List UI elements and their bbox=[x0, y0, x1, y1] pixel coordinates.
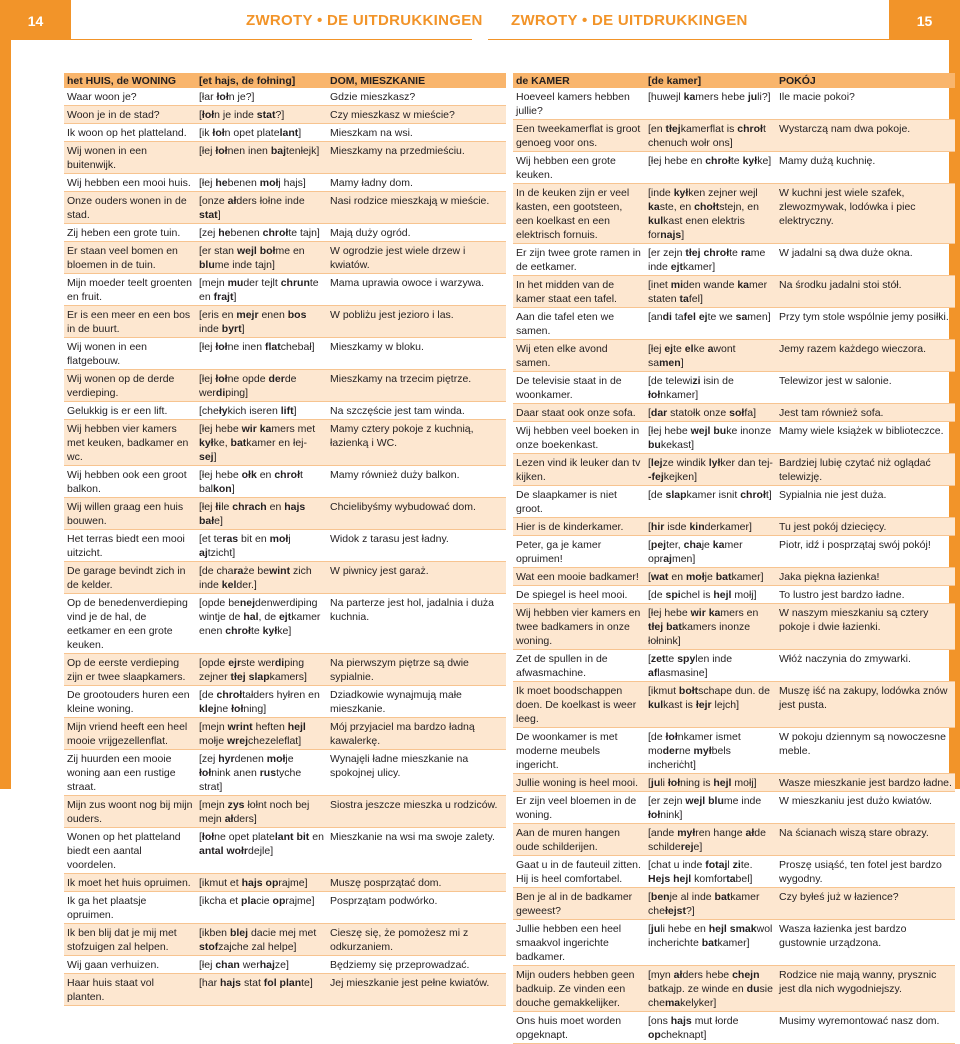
left-running-title: ZWROTY • DE UITDRUKKINGEN bbox=[246, 12, 483, 29]
dutch-phrase: Aan de muren hangen oude schilderijen. bbox=[513, 824, 645, 856]
table-row bbox=[513, 244, 955, 276]
polish-translation: Proszę usiąść, ten fotel jest bardzo wygodny. bbox=[776, 856, 955, 888]
pronunciation: [zette spylen inde aflasmasine] bbox=[645, 650, 776, 682]
pronunciation: [ons hajs mut łorde opcheknapt] bbox=[645, 1012, 776, 1044]
dutch-phrase: Mijn vriend heeft een heel mooie vrijgezellenflat. bbox=[64, 718, 196, 750]
table-row bbox=[513, 340, 955, 372]
dutch-phrase: Daar staat ook onze sofa. bbox=[513, 404, 645, 422]
table-row bbox=[513, 888, 955, 920]
dutch-phrase: Wij hebben veel boeken in onze boekenkast. bbox=[513, 422, 645, 454]
pronunciation: [inde kyłken zejner wejl kaste, en chołtstejn, en kulkast enen elektris fornajs] bbox=[645, 184, 776, 244]
table-row bbox=[64, 686, 506, 718]
right-table-body bbox=[513, 88, 955, 1044]
pronunciation: [de chrołtałders hyłren en klejne łołning] bbox=[196, 686, 327, 718]
pronunciation: [wat en mołje batkamer] bbox=[645, 568, 776, 586]
table-row bbox=[64, 828, 506, 874]
pronunciation: [łej hebe wir kamers met kyłke, batkamer en łej-sej] bbox=[196, 420, 327, 466]
dutch-phrase: De televisie staat in de woonkamer. bbox=[513, 372, 645, 404]
column-header-pronunciation: [de kamer] bbox=[645, 73, 776, 88]
table-row bbox=[513, 920, 955, 966]
table-row bbox=[513, 682, 955, 728]
table-row bbox=[513, 518, 955, 536]
right-phrase-table-container bbox=[513, 73, 955, 1044]
table-row bbox=[513, 728, 955, 774]
table-row bbox=[64, 174, 506, 192]
pronunciation: [mejn muder tejlt chrunte en frajt] bbox=[196, 274, 327, 306]
pronunciation: [de slapkamer isnit chrołt] bbox=[645, 486, 776, 518]
pronunciation: [łej łołnen inen bajtenłejk] bbox=[196, 142, 327, 174]
table-row bbox=[64, 306, 506, 338]
dutch-phrase: De slaapkamer is niet groot. bbox=[513, 486, 645, 518]
polish-translation: Piotr, idź i posprzątaj swój pokój! bbox=[776, 536, 955, 568]
dutch-phrase: Een tweekamerflat is groot genoeg voor ons. bbox=[513, 120, 645, 152]
table-row bbox=[513, 422, 955, 454]
dutch-phrase: In het midden van de kamer staat een tafel. bbox=[513, 276, 645, 308]
dutch-phrase: Gaat u in de fauteuil zitten. Hij is heel comfortabel. bbox=[513, 856, 645, 888]
dutch-phrase: Wonen op het platteland biedt een aantal voordelen. bbox=[64, 828, 196, 874]
table-row bbox=[64, 402, 506, 420]
table-row bbox=[64, 498, 506, 530]
table-row bbox=[513, 966, 955, 1012]
pronunciation: [ikben blej dacie mej met stofzajche zal helpe] bbox=[196, 924, 327, 956]
pronunciation: [en tłejkamerflat is chrołt chenuch wołr ons] bbox=[645, 120, 776, 152]
table-row bbox=[64, 420, 506, 466]
polish-translation: Wystarczą nam dwa pokoje. bbox=[776, 120, 955, 152]
dutch-phrase: Wij hebben vier kamers met keuken, badkamer en wc. bbox=[64, 420, 196, 466]
polish-translation: Czy byłeś już w łazience? bbox=[776, 888, 955, 920]
table-row bbox=[64, 124, 506, 142]
pronunciation: [ikmut bołtschape dun. de kulkast is łejr lejch] bbox=[645, 682, 776, 728]
polish-translation: Mamy ładny dom. bbox=[327, 174, 506, 192]
polish-translation: Sypialnia nie jest duża. bbox=[776, 486, 955, 518]
table-row bbox=[64, 924, 506, 956]
pronunciation: [łar łołn je?] bbox=[196, 88, 327, 106]
pronunciation: [de spichel is hejl mołj] bbox=[645, 586, 776, 604]
dutch-phrase: Het terras biedt een mooi uitzicht. bbox=[64, 530, 196, 562]
polish-translation: Siostra jeszcze mieszka u rodziców. bbox=[327, 796, 506, 828]
dutch-phrase: De spiegel is heel mooi. bbox=[513, 586, 645, 604]
polish-translation: Mieszkam na wsi. bbox=[327, 124, 506, 142]
pronunciation: [łej hebe ołk en chrołt balkon] bbox=[196, 466, 327, 498]
pronunciation: [juli hebe en hejl smakwol incherichte batkamer] bbox=[645, 920, 776, 966]
pronunciation: [ik łołn opet platelant] bbox=[196, 124, 327, 142]
dutch-phrase: Wij wonen in een flatgebouw. bbox=[64, 338, 196, 370]
pronunciation: [mejn zys łołnt noch bej mejn ałders] bbox=[196, 796, 327, 828]
table-row bbox=[64, 718, 506, 750]
polish-translation: Czy mieszkasz w mieście? bbox=[327, 106, 506, 124]
dutch-phrase: Wij hebben een grote keuken. bbox=[513, 152, 645, 184]
dutch-phrase: Mijn ouders hebben geen badkuip. Ze vinden een douche gemakkelijker. bbox=[513, 966, 645, 1012]
dutch-phrase: Gelukkig is er een lift. bbox=[64, 402, 196, 420]
polish-translation: Mieszkamy na trzecim piętrze. bbox=[327, 370, 506, 402]
polish-translation: Mamy dużą kuchnię. bbox=[776, 152, 955, 184]
dutch-phrase: Woon je in de stad? bbox=[64, 106, 196, 124]
dutch-phrase: Er zijn twee grote ramen in de eetkamer. bbox=[513, 244, 645, 276]
table-row bbox=[513, 486, 955, 518]
table-row bbox=[513, 308, 955, 340]
left-table-body bbox=[64, 88, 506, 1006]
polish-translation: W kuchni jest wiele szafek, zlewozmywak, lodówka i piec elektryczny. bbox=[776, 184, 955, 244]
dutch-phrase: Ik moet boodschappen doen. De koelkast is weer leeg. bbox=[513, 682, 645, 728]
pronunciation: [eris en mejr enen bos inde byrt] bbox=[196, 306, 327, 338]
dutch-phrase: Wij hebben een mooi huis. bbox=[64, 174, 196, 192]
pronunciation: [łej hebe wejl buke inonze bukekast] bbox=[645, 422, 776, 454]
table-row bbox=[64, 224, 506, 242]
dutch-phrase: Hoeveel kamers hebben jullie? bbox=[513, 88, 645, 120]
polish-translation: Chcielibyśmy wybudować dom. bbox=[327, 498, 506, 530]
polish-translation: Mamy wiele książek w biblioteczce. bbox=[776, 422, 955, 454]
column-header-polish: DOM, MIESZKANIE bbox=[327, 73, 506, 88]
pronunciation: [ande myłren hange ałde schildereje] bbox=[645, 824, 776, 856]
pronunciation: [łołne opet platelant bit en antal wołrdejle] bbox=[196, 828, 327, 874]
table-row bbox=[513, 568, 955, 586]
pronunciation: [de telewizi isin de łołnkamer] bbox=[645, 372, 776, 404]
pronunciation: [łej hebe en chrołte kyłke] bbox=[645, 152, 776, 184]
polish-translation: Ile macie pokoi? bbox=[776, 88, 955, 120]
column-header-polish: POKÓJ bbox=[776, 73, 955, 88]
polish-translation: Na parterze jest hol, jadalnia i duża kuchnia. bbox=[327, 594, 506, 654]
table-header-row bbox=[64, 73, 506, 88]
pronunciation: [andi tafel ejte we samen] bbox=[645, 308, 776, 340]
left-header-rule bbox=[71, 39, 472, 40]
dutch-phrase: Wat een mooie badkamer! bbox=[513, 568, 645, 586]
polish-translation: Muszę iść na zakupy, lodówka znów jest pusta. bbox=[776, 682, 955, 728]
pronunciation: [er zejn tłej chrołte rame inde ejtkamer] bbox=[645, 244, 776, 276]
right-page-number: 15 bbox=[889, 0, 960, 40]
polish-translation: Wasza łazienka jest bardzo gustownie urządzona. bbox=[776, 920, 955, 966]
table-row bbox=[64, 466, 506, 498]
polish-translation: Mieszkanie na wsi ma swoje zalety. bbox=[327, 828, 506, 874]
pronunciation: [zej hebenen chrołte tajn] bbox=[196, 224, 327, 242]
polish-translation: Mieszkamy na przedmieściu. bbox=[327, 142, 506, 174]
polish-translation: Przy tym stole wspólnie jemy posiłki. bbox=[776, 308, 955, 340]
table-row bbox=[64, 338, 506, 370]
pronunciation: [łej łile chrach en hajs bałe] bbox=[196, 498, 327, 530]
polish-translation: Będziemy się przeprowadzać. bbox=[327, 956, 506, 974]
polish-translation: Na środku jadalni stoi stół. bbox=[776, 276, 955, 308]
table-row bbox=[64, 654, 506, 686]
column-header-dutch: het HUIS, de WONING bbox=[64, 73, 196, 88]
dutch-phrase: Hier is de kinderkamer. bbox=[513, 518, 645, 536]
polish-translation: Tu jest pokój dziecięcy. bbox=[776, 518, 955, 536]
left-phrase-table-container bbox=[64, 73, 506, 1006]
pronunciation: [er zejn wejl blume inde łołnink] bbox=[645, 792, 776, 824]
table-row bbox=[64, 88, 506, 106]
polish-translation: Musimy wyremontować nasz dom. bbox=[776, 1012, 955, 1044]
dutch-phrase: Wij wonen op de derde verdieping. bbox=[64, 370, 196, 402]
polish-translation: Dziadkowie wynajmują małe mieszkanie. bbox=[327, 686, 506, 718]
pronunciation: [huwejl kamers hebe juli?] bbox=[645, 88, 776, 120]
polish-translation: Posprzątam podwórko. bbox=[327, 892, 506, 924]
dutch-phrase: Ben je al in de badkamer geweest? bbox=[513, 888, 645, 920]
table-row bbox=[64, 192, 506, 224]
polish-translation: W naszym mieszkaniu są cztery pokoje i dwie łazienki. bbox=[776, 604, 955, 650]
polish-translation: Telewizor jest w salonie. bbox=[776, 372, 955, 404]
polish-translation: Mają duży ogród. bbox=[327, 224, 506, 242]
pronunciation: [et teras bit en mołj ajtzicht] bbox=[196, 530, 327, 562]
dutch-phrase: Ik moet het huis opruimen. bbox=[64, 874, 196, 892]
pronunciation: [ikcha et placie oprajme] bbox=[196, 892, 327, 924]
polish-translation: Mama uprawia owoce i warzywa. bbox=[327, 274, 506, 306]
table-row bbox=[513, 454, 955, 486]
pronunciation: [myn ałders hebe chejn batkajp. ze winde en dusie chemakelyker] bbox=[645, 966, 776, 1012]
pronunciation: [benje al inde batkamer chełejst?] bbox=[645, 888, 776, 920]
table-row bbox=[64, 106, 506, 124]
table-row bbox=[513, 372, 955, 404]
polish-translation: Mieszkamy w bloku. bbox=[327, 338, 506, 370]
dutch-phrase: Ik ga het plaatsje opruimen. bbox=[64, 892, 196, 924]
dutch-phrase: Waar woon je? bbox=[64, 88, 196, 106]
polish-translation: Na ścianach wiszą stare obrazy. bbox=[776, 824, 955, 856]
table-row bbox=[513, 152, 955, 184]
dutch-phrase: Aan die tafel eten we samen. bbox=[513, 308, 645, 340]
pronunciation: [łej łołne opde derde werdiping] bbox=[196, 370, 327, 402]
dutch-phrase: Zij huurden een mooie woning aan een rustige straat. bbox=[64, 750, 196, 796]
pronunciation: [opde benejdenwerdiping wintje de hal, de ejtkamer enen chrołte kyłke] bbox=[196, 594, 327, 654]
pronunciation: [er stan wejl bołme en blume inde tajn] bbox=[196, 242, 327, 274]
dutch-phrase: Wij hebben vier kamers en twee badkamers in onze woning. bbox=[513, 604, 645, 650]
pronunciation: [łej hebenen mołj hajs] bbox=[196, 174, 327, 192]
table-row bbox=[513, 824, 955, 856]
polish-translation: Mamy również duży balkon. bbox=[327, 466, 506, 498]
column-header-pronunciation: [et hajs, de fołning] bbox=[196, 73, 327, 88]
pronunciation: [lejze windik lyłker dan tej--fejkejken] bbox=[645, 454, 776, 486]
polish-translation: Włóż naczynia do zmywarki. bbox=[776, 650, 955, 682]
table-row bbox=[513, 404, 955, 422]
polish-translation: W mieszkaniu jest dużo kwiatów. bbox=[776, 792, 955, 824]
pronunciation: [juli łołning is hejl mołj] bbox=[645, 774, 776, 792]
dutch-phrase: Haar huis staat vol planten. bbox=[64, 974, 196, 1006]
polish-translation: Mój przyjaciel ma bardzo ładną kawalerkę. bbox=[327, 718, 506, 750]
dutch-phrase: De woonkamer is met moderne meubels ingericht. bbox=[513, 728, 645, 774]
polish-translation: Widok z tarasu jest ładny. bbox=[327, 530, 506, 562]
dutch-phrase: Mijn moeder teelt groenten en fruit. bbox=[64, 274, 196, 306]
polish-translation: Jaka piękna łazienka! bbox=[776, 568, 955, 586]
table-row bbox=[64, 370, 506, 402]
table-row bbox=[513, 536, 955, 568]
dutch-phrase: Er staan veel bomen en bloemen in de tuin. bbox=[64, 242, 196, 274]
table-row bbox=[513, 120, 955, 152]
pronunciation: [zej hyrdenen mołje łołnink anen rustyche strat] bbox=[196, 750, 327, 796]
table-row bbox=[64, 974, 506, 1006]
pronunciation: [łej ejte elke awont samen] bbox=[645, 340, 776, 372]
table-row bbox=[64, 874, 506, 892]
dutch-phrase: Er is een meer en een bos in de buurt. bbox=[64, 306, 196, 338]
table-row bbox=[513, 856, 955, 888]
dutch-phrase: Wij eten elke avond samen. bbox=[513, 340, 645, 372]
pronunciation: [łołn je inde stat?] bbox=[196, 106, 327, 124]
polish-translation: Bardziej lubię czytać niż oglądać telewizję. bbox=[776, 454, 955, 486]
right-phrase-table bbox=[513, 73, 955, 1044]
table-row bbox=[64, 956, 506, 974]
table-row bbox=[64, 892, 506, 924]
left-page-number: 14 bbox=[0, 0, 71, 40]
table-row bbox=[64, 242, 506, 274]
polish-translation: Jest tam również sofa. bbox=[776, 404, 955, 422]
table-row bbox=[64, 750, 506, 796]
pronunciation: [łej łołne inen flatchebał] bbox=[196, 338, 327, 370]
dutch-phrase: Er zijn veel bloemen in de woning. bbox=[513, 792, 645, 824]
dutch-phrase: In de keuken zijn er veel kasten, een gootsteen, een koelkast en een elektrisch fornuis. bbox=[513, 184, 645, 244]
dutch-phrase: Lezen vind ik leuker dan tv kijken. bbox=[513, 454, 645, 486]
polish-translation: Nasi rodzice mieszkają w mieście. bbox=[327, 192, 506, 224]
dutch-phrase: Jullie hebben een heel smaakvol ingerichte badkamer. bbox=[513, 920, 645, 966]
dutch-phrase: Op de eerste verdieping zijn er twee slaapkamers. bbox=[64, 654, 196, 686]
table-row bbox=[513, 586, 955, 604]
polish-translation: Gdzie mieszkasz? bbox=[327, 88, 506, 106]
polish-translation: W pokoju dziennym są nowoczesne meble. bbox=[776, 728, 955, 774]
pronunciation: [onze ałders łołne inde stat] bbox=[196, 192, 327, 224]
table-row bbox=[64, 530, 506, 562]
table-row bbox=[64, 796, 506, 828]
table-row bbox=[513, 88, 955, 120]
pronunciation: [łej chan werhajze] bbox=[196, 956, 327, 974]
table-row bbox=[513, 276, 955, 308]
table-row bbox=[513, 184, 955, 244]
pronunciation: [łej hebe wir kamers en tłej batkamers inonze łołnink] bbox=[645, 604, 776, 650]
polish-translation: W pobliżu jest jezioro i las. bbox=[327, 306, 506, 338]
polish-translation: W ogrodzie jest wiele drzew i kwiatów. bbox=[327, 242, 506, 274]
pronunciation: [inet miden wande kamer staten tafel] bbox=[645, 276, 776, 308]
left-phrase-table bbox=[64, 73, 506, 1006]
table-row bbox=[64, 562, 506, 594]
column-header-dutch: de KAMER bbox=[513, 73, 645, 88]
table-row bbox=[513, 650, 955, 682]
polish-translation: Mamy cztery pokoje z kuchnią, łazienką i WC. bbox=[327, 420, 506, 466]
polish-translation: To lustro jest bardzo ładne. bbox=[776, 586, 955, 604]
pronunciation: [de łołnkamer ismet moderne myłbels incheriċht] bbox=[645, 728, 776, 774]
dutch-phrase: De grootouders huren een kleine woning. bbox=[64, 686, 196, 718]
right-running-title: ZWROTY • DE UITDRUKKINGEN bbox=[511, 12, 748, 29]
dutch-phrase: Wij hebben ook een groot balkon. bbox=[64, 466, 196, 498]
pronunciation: [hir isde kinderkamer] bbox=[645, 518, 776, 536]
pronunciation: [har hajs stat fol plante] bbox=[196, 974, 327, 1006]
dutch-phrase: Jullie woning is heel mooi. bbox=[513, 774, 645, 792]
dutch-phrase: Zij heben een grote tuin. bbox=[64, 224, 196, 242]
dutch-phrase: Ik woon op het platteland. bbox=[64, 124, 196, 142]
polish-translation: Wynajęli ładne mieszkanie na spokojnej ulicy. bbox=[327, 750, 506, 796]
polish-translation: Jemy razem każdego wieczora. bbox=[776, 340, 955, 372]
polish-translation: Na szczęście jest tam winda. bbox=[327, 402, 506, 420]
pronunciation: [opde ejrste werdiping zejner tłej slapkamers] bbox=[196, 654, 327, 686]
dutch-phrase: Ik ben blij dat je mij met stofzuigen zal helpen. bbox=[64, 924, 196, 956]
dutch-phrase: Mijn zus woont nog bij mijn ouders. bbox=[64, 796, 196, 828]
polish-translation: Cieszę się, że pomożesz mi z odkurzaniem. bbox=[327, 924, 506, 956]
dutch-phrase: Wij willen graag een huis bouwen. bbox=[64, 498, 196, 530]
polish-translation: Muszę posprzątać dom. bbox=[327, 874, 506, 892]
page-header bbox=[0, 0, 960, 40]
table-row bbox=[64, 142, 506, 174]
dutch-phrase: Ons huis moet worden opgeknapt. bbox=[513, 1012, 645, 1044]
table-row bbox=[513, 1012, 955, 1044]
polish-translation: W jadalni są dwa duże okna. bbox=[776, 244, 955, 276]
table-row bbox=[64, 594, 506, 654]
dutch-phrase: Onze ouders wonen in de stad. bbox=[64, 192, 196, 224]
pronunciation: [dar statołk onze sołfa] bbox=[645, 404, 776, 422]
pronunciation: [pejter, chaje kamer oprajmen] bbox=[645, 536, 776, 568]
pronunciation: [de charaże bewint zich inde kelder.] bbox=[196, 562, 327, 594]
table-row bbox=[513, 792, 955, 824]
polish-translation: Wasze mieszkanie jest bardzo ładne. bbox=[776, 774, 955, 792]
right-header-rule bbox=[488, 39, 889, 40]
dutch-phrase: Wij wonen in een buitenwijk. bbox=[64, 142, 196, 174]
left-edge-bar bbox=[0, 40, 11, 789]
table-header-row bbox=[513, 73, 955, 88]
table-row bbox=[513, 604, 955, 650]
table-row bbox=[513, 774, 955, 792]
pronunciation: [mejn wrint heften hejl mołje wrejchezeleflat] bbox=[196, 718, 327, 750]
dutch-phrase: Op de benedenverdieping vind je de hal, de eetkamer en een grote keuken. bbox=[64, 594, 196, 654]
dutch-phrase: Wij gaan verhuizen. bbox=[64, 956, 196, 974]
polish-translation: Rodzice nie mają wanny, prysznic jest dla nich wygodniejszy. bbox=[776, 966, 955, 1012]
dutch-phrase: De garage bevindt zich in de kelder. bbox=[64, 562, 196, 594]
pronunciation: [chełykich iseren lift] bbox=[196, 402, 327, 420]
polish-translation: Na pierwszym piętrze są dwie sypialnie. bbox=[327, 654, 506, 686]
dutch-phrase: Zet de spullen in de afwasmachine. bbox=[513, 650, 645, 682]
table-row bbox=[64, 274, 506, 306]
polish-translation: W piwnicy jest garaż. bbox=[327, 562, 506, 594]
polish-translation: Jej mieszkanie jest pełne kwiatów. bbox=[327, 974, 506, 1006]
dutch-phrase: Peter, ga je kamer opruimen! bbox=[513, 536, 645, 568]
pronunciation: [ikmut et hajs oprajme] bbox=[196, 874, 327, 892]
pronunciation: [chat u inde fotajl zite. Hejs hejl komfortabel] bbox=[645, 856, 776, 888]
